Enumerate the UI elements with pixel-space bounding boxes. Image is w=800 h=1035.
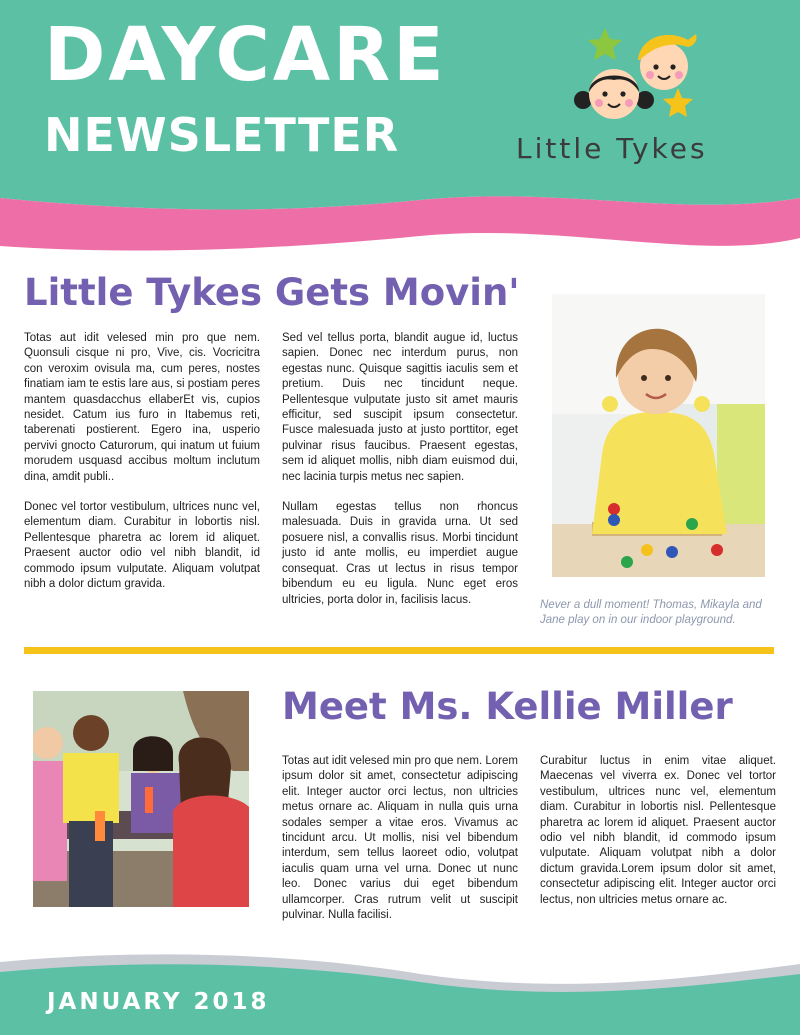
article2-paragraph: Curabitur luctus in enim vitae aliquet. Maecenas vel viverra ex. Donec vel tortor vestibulum, ultrices nunc vel, elementum diam. Curabitur in lobortis nisl. Pellentesque pharetra ac lorem id aliquet. Praesent auctor odio vel nibh blandit, id commodo ipsum vulputate. Aliquam volutpat nibh a dolor dictum gravida.Lorem ipsum dolor sit amet, consectetur adipiscing elit. Integer auctor orci lectus, non ultricies metus ornare ac. [540,755,776,906]
article1-paragraph: Totas aut idit velesed min pro que nem. Quonsuli cisque ni pro, Vive, cis. Vocricitra con veroxim ovisula ma, cum peres, nostes finatiam iam te estis lare aus, si postiam peres mantem quasdacchus ellaberEt vis, cupios nesidet. Catum ius furo in Itabemus reti, taberenati postierent. Egero ina, usperio pervivi gnocto Caturorum, qui inatum ut fuium morudem usquasd accibus moltum inclutum dina, amdit publi.. [24,332,260,483]
article1-paragraph: Donec vel tortor vestibulum, ultrices nunc vel, elementum diam. Curabitur in lobortis nisl. Pellentesque pharetra ac lorem id aliquet. Praesent auctor odio vel nibh blandit, id commodo ipsum vulputate. Aliquam volutpat nibh a dolor dictum gravida. [24,501,260,591]
article2-paragraph: Totas aut idit velesed min pro que nem. Lorem ipsum dolor sit amet, consectetur adipiscing elit. Integer auctor orci lectus, non ultricies metus ornare ac. Aliquam in nulla quis urna sodales semper a vitae eros. Vivamus ac tincidunt arcu. Ut mollis, nisi vel bibendum interdum, sem tellus laoreet odio, volutpat iaculis quam urna vel urna. Donec ut nunc leo. Donec varius dui eget bibendum ullamcorper. Cras rutrum velit ut suscipit pulvinar. Nulla facilisi. [282,755,518,922]
article1-paragraph: Nullam egestas tellus non rhoncus malesuada. Duis in gravida urna. Ut sed posuere nisl, a convallis risus. Morbi tincidunt justo id ante mollis, eu imperdiet augue consequat. Cras ut lectus in risus tempor bibendum eu eu ligula. Nunc eget eros ultricies, porta dolor in, facilisis lacus. [282,501,518,606]
newsletter-date: JANUARY 2018 [47,989,270,1015]
photo-caption: Never a dull moment! Thomas, Mikayla and Jane play on in our indoor playground. [540,599,762,627]
article1-column1 [24,331,260,608]
teacher-with-children-photo [33,691,249,907]
little-tykes-logo-graphic [570,20,710,125]
newsletter-title-daycare: DAYCARE [44,12,447,98]
article1-column2 [282,331,518,623]
green-star-icon [588,28,622,60]
article-title-gets-movin: Little Tykes Gets Movin' [24,271,520,314]
girl-playing-photo [552,294,765,577]
yellow-star-icon [663,88,693,117]
little-tykes-logo-text: Little Tykes [516,132,708,165]
newsletter-title-newsletter: NEWSLETTER [44,108,400,162]
section-divider [24,647,774,654]
article-title-meet-kellie-miller: Meet Ms. Kellie Miller [282,685,733,728]
girl-face-icon [574,69,654,119]
boy-face-icon [638,34,697,90]
article2-column2 [540,754,776,923]
article1-paragraph: Sed vel tellus porta, blandit augue id, luctus sapien. Donec nec interdum purus, non egestas nunc. Quisque sagittis iaculis sem et pretium. Duis nec tincidunt neque. Pellentesque vulputate justo sit amet mauris efficitur, sed suscipit ipsum consectetur. Fusce malesuada justo at justo porttitor, eget pulvinar risus faucibus. Praesent egestas, sem id aliquet mollis, nibh diam euismod dui, nec lacinia turpis metus nec sapien. [282,332,518,483]
article2-column1 [282,754,518,938]
